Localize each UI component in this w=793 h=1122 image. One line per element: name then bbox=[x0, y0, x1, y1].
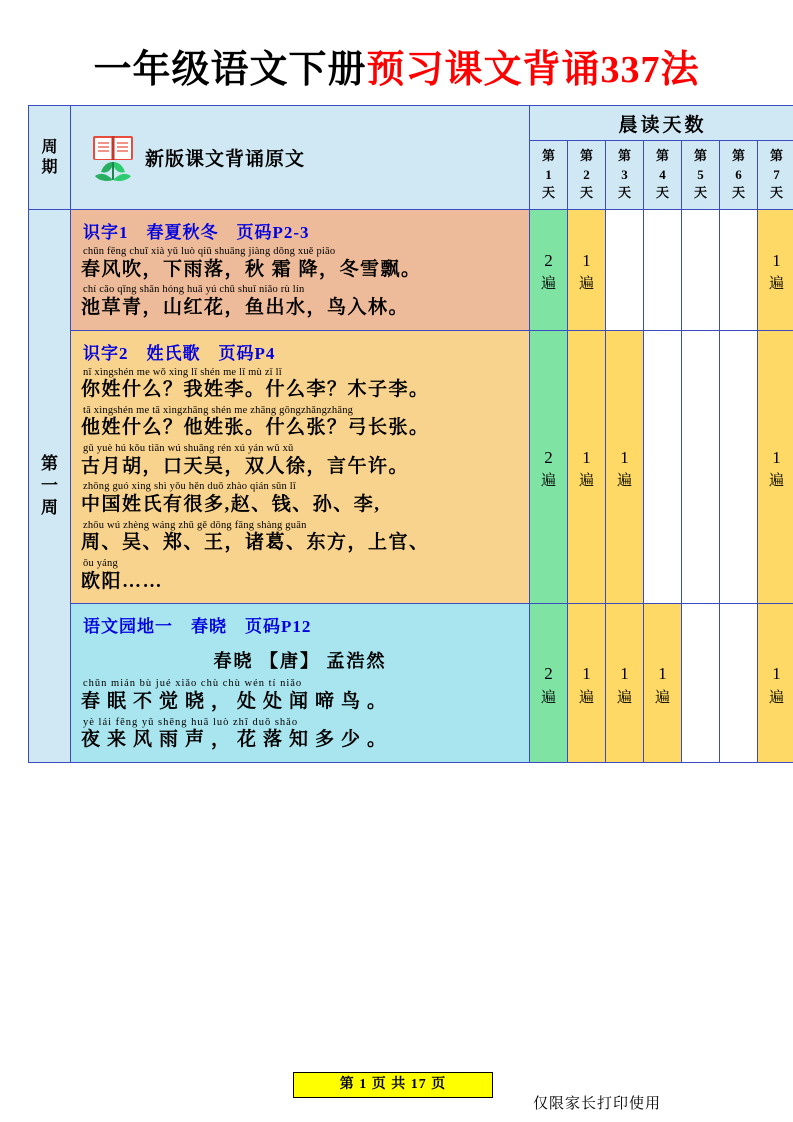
poem-line bbox=[77, 245, 523, 283]
pinyin-text: ōu yáng bbox=[83, 558, 118, 570]
header-days-group: 晨读天数 bbox=[530, 106, 793, 141]
header-day-7-l2: 7 bbox=[773, 166, 780, 182]
day-count-cell[interactable] bbox=[530, 604, 568, 763]
header-week-cell bbox=[29, 106, 71, 210]
header-day-5-l1: 第 bbox=[693, 147, 707, 163]
header-day-6-l2: 6 bbox=[735, 166, 742, 182]
day-count-number: 1 bbox=[772, 250, 781, 270]
header-day-6 bbox=[720, 141, 758, 210]
pinyin-text: chūn fēng chuī xià yǔ luò qiū shuāng jiàng dōng xuě piāo bbox=[83, 246, 336, 257]
day-count-number: 2 bbox=[544, 250, 553, 270]
day-count-cell[interactable] bbox=[606, 330, 644, 604]
pinyin-text: gǔ yuè hú kǒu tiān wú shuāng rén xú yán wǔ xǔ bbox=[83, 443, 294, 455]
day-count-cell[interactable] bbox=[682, 210, 720, 331]
lesson-content-1 bbox=[71, 210, 530, 331]
day-count-cell[interactable] bbox=[606, 210, 644, 331]
day-count-number: 1 bbox=[658, 664, 667, 684]
lesson-heading-2 bbox=[77, 335, 523, 366]
header-day-2-l1: 第 bbox=[579, 147, 593, 163]
day-count-cell[interactable] bbox=[606, 604, 644, 763]
week-char-1: 第 bbox=[41, 453, 58, 473]
header-day-2 bbox=[568, 141, 606, 210]
lesson-content-2 bbox=[71, 330, 530, 604]
header-day-3-l1: 第 bbox=[617, 147, 631, 163]
poem-line bbox=[77, 283, 523, 321]
day-count-unit: 遍 bbox=[616, 473, 632, 490]
week-char-3: 周 bbox=[41, 498, 58, 518]
day-count-unit: 遍 bbox=[578, 276, 594, 293]
day-count-number: 1 bbox=[772, 664, 781, 684]
book-icon bbox=[85, 132, 141, 184]
table-row bbox=[29, 210, 793, 331]
header-day-2-l3: 天 bbox=[579, 185, 593, 201]
hanzi-text: 池草青，山红花，鱼出水，鸟入林。 bbox=[81, 296, 410, 318]
day-count-cell[interactable] bbox=[568, 330, 606, 604]
header-day-5 bbox=[682, 141, 720, 210]
lesson-page-2: 页码P4 bbox=[218, 343, 276, 363]
poem-line bbox=[77, 519, 523, 557]
pinyin-text: chūn mián bù jué xiǎo chù chù wén tí niǎo bbox=[83, 678, 303, 690]
lesson-page-3: 页码P12 bbox=[245, 617, 312, 637]
header-day-1-l3: 天 bbox=[541, 185, 555, 201]
lesson-name-3: 春晓 bbox=[191, 617, 227, 637]
pinyin-text: zhōu wú zhèng wáng zhū gě dōng fāng shàng guān bbox=[83, 519, 307, 531]
day-count-number: 1 bbox=[582, 447, 591, 467]
page-title bbox=[0, 38, 793, 93]
hanzi-text: 中国姓氏有很多,赵、钱、孙、李, bbox=[81, 494, 381, 516]
day-count-cell[interactable] bbox=[644, 330, 682, 604]
day-count-unit: 遍 bbox=[540, 689, 556, 706]
pinyin-text: nǐ xìngshén me wǒ xìng lǐ shén me lǐ mù zǐ lǐ bbox=[83, 366, 282, 378]
day-count-unit: 遍 bbox=[540, 473, 556, 490]
header-day-5-l2: 5 bbox=[697, 166, 704, 182]
day-count-number: 1 bbox=[582, 664, 591, 684]
header-day-3-l3: 天 bbox=[617, 185, 631, 201]
header-day-7-l1: 第 bbox=[770, 147, 784, 163]
day-count-cell[interactable] bbox=[682, 330, 720, 604]
header-week-char-2: 期 bbox=[41, 158, 58, 176]
table-row bbox=[29, 330, 793, 604]
header-day-4-l3: 天 bbox=[655, 185, 669, 201]
day-count-unit: 遍 bbox=[769, 473, 785, 490]
poem-line bbox=[77, 716, 523, 754]
day-count-unit: 遍 bbox=[769, 276, 785, 293]
day-count-cell[interactable] bbox=[644, 604, 682, 763]
header-day-3 bbox=[606, 141, 644, 210]
lesson-name-2: 姓氏歌 bbox=[146, 343, 201, 363]
lesson-name-1: 春夏秋冬 bbox=[146, 223, 219, 242]
day-count-number: 2 bbox=[544, 447, 553, 467]
day-count-cell[interactable] bbox=[530, 210, 568, 331]
header-day-5-l3: 天 bbox=[693, 185, 707, 201]
day-count-unit: 遍 bbox=[769, 689, 785, 706]
header-week-char-1: 周 bbox=[41, 138, 58, 156]
day-count-unit: 遍 bbox=[654, 689, 670, 706]
header-day-4-l1: 第 bbox=[655, 147, 669, 163]
hanzi-text: 周、吴、郑、王，诸葛、东方，上官、 bbox=[81, 532, 430, 554]
header-day-1 bbox=[530, 141, 568, 210]
pinyin-text: zhōng guó xìng shì yǒu hěn duō zhào qián sūn lǐ bbox=[83, 481, 296, 493]
poem-line bbox=[77, 480, 523, 518]
day-count-cell[interactable] bbox=[530, 330, 568, 604]
pinyin-text: tā xìngshén me tā xìngzhāng shén me zhāng gōngzhǎngzhāng bbox=[83, 404, 354, 416]
hanzi-text: 欧阳…… bbox=[81, 570, 164, 592]
day-count-cell[interactable] bbox=[644, 210, 682, 331]
day-count-cell[interactable] bbox=[720, 210, 758, 331]
day-count-unit: 遍 bbox=[578, 689, 594, 706]
day-count-unit: 遍 bbox=[540, 276, 556, 293]
lesson-id-2: 识字2 bbox=[83, 343, 129, 363]
lesson-content-3 bbox=[71, 604, 530, 763]
day-count-cell[interactable] bbox=[758, 330, 793, 604]
header-day-7 bbox=[758, 141, 793, 210]
poem-line bbox=[77, 557, 523, 595]
lesson-heading-3 bbox=[77, 608, 523, 639]
day-count-cell[interactable] bbox=[758, 210, 793, 331]
day-count-cell[interactable] bbox=[568, 604, 606, 763]
hanzi-text: 古月胡，口天吴，双人徐，言午许。 bbox=[81, 455, 410, 477]
header-main-title: 新版课文背诵原文 bbox=[145, 149, 306, 170]
day-count-cell[interactable] bbox=[720, 330, 758, 604]
poem-line bbox=[77, 366, 523, 404]
table-row bbox=[29, 604, 793, 763]
hanzi-text: 他姓什么？他姓张。什么张？弓长张。 bbox=[81, 417, 430, 439]
week-label-cell bbox=[29, 210, 71, 763]
footer-note: 仅限家长打印使用 bbox=[533, 1096, 662, 1112]
poem-title: 春晓 【唐】 孟浩然 bbox=[213, 651, 387, 672]
day-count-number: 1 bbox=[772, 447, 781, 467]
header-main-cell bbox=[71, 106, 530, 210]
day-count-cell[interactable] bbox=[568, 210, 606, 331]
hanzi-text: 春眠不觉晓，处处闻啼鸟。 bbox=[81, 690, 394, 712]
header-day-7-l3: 天 bbox=[770, 185, 784, 201]
day-count-unit: 遍 bbox=[616, 689, 632, 706]
day-count-number: 1 bbox=[620, 664, 629, 684]
lesson-heading-1 bbox=[77, 214, 523, 245]
day-count-cell[interactable] bbox=[682, 604, 720, 763]
header-day-4 bbox=[644, 141, 682, 210]
recitation-table bbox=[28, 105, 793, 763]
header-day-3-l2: 3 bbox=[621, 166, 628, 182]
header-day-6-l1: 第 bbox=[731, 147, 745, 163]
title-red-part: 预习课文背诵337法 bbox=[366, 49, 700, 91]
lesson-id-1: 识字1 bbox=[83, 223, 129, 242]
header-day-1-l1: 第 bbox=[541, 147, 555, 163]
poem-line bbox=[77, 404, 523, 442]
pinyin-text: chí cǎo qīng shān hóng huā yú chū shuǐ niǎo rù lín bbox=[83, 284, 305, 296]
day-count-cell[interactable] bbox=[720, 604, 758, 763]
title-black-part: 一年级语文下册 bbox=[93, 49, 367, 91]
lesson-page-1: 页码P2-3 bbox=[236, 223, 310, 242]
day-count-cell[interactable] bbox=[758, 604, 793, 763]
header-day-2-l2: 2 bbox=[583, 166, 590, 182]
day-count-unit: 遍 bbox=[578, 473, 594, 490]
day-count-number: 1 bbox=[620, 447, 629, 467]
hanzi-text: 夜来风雨声，花落知多少。 bbox=[81, 729, 394, 751]
day-count-number: 2 bbox=[544, 664, 553, 684]
day-count-number: 1 bbox=[582, 250, 591, 270]
header-day-6-l3: 天 bbox=[731, 185, 745, 201]
hanzi-text: 春风吹，下雨落，秋 霜 降，冬雪飘。 bbox=[81, 258, 422, 280]
week-char-2: 一 bbox=[41, 475, 58, 495]
hanzi-text: 你姓什么？我姓李。什么李？木子李。 bbox=[81, 379, 430, 401]
table-header-row bbox=[29, 106, 793, 141]
lesson-id-3: 语文园地一 bbox=[83, 617, 173, 637]
poem-line bbox=[77, 442, 523, 480]
poem-line bbox=[77, 677, 523, 715]
pinyin-text: yè lái fēng yǔ shēng huā luò zhī duō shǎo bbox=[83, 716, 299, 728]
header-day-4-l2: 4 bbox=[659, 166, 666, 182]
header-day-1-l2: 1 bbox=[545, 166, 552, 182]
page-indicator: 第 1 页 共 17 页 bbox=[293, 1072, 493, 1098]
